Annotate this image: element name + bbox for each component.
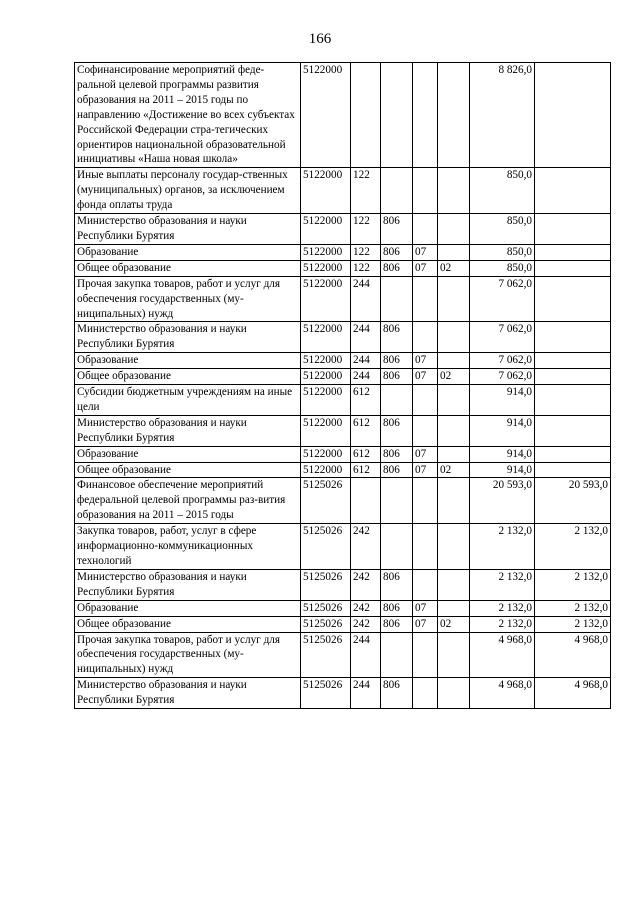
subsection-code-cell: 02 <box>438 462 470 478</box>
amount-federal-cell <box>535 276 611 322</box>
amount-total-cell: 914,0 <box>470 415 535 446</box>
subsection-code-cell <box>438 524 470 570</box>
row-name-cell: Прочая закупка товаров, работ и услуг для обеспечения государственных (му-ниципальных) нужд <box>75 632 301 678</box>
expense-type-code-cell: 244 <box>351 632 381 678</box>
expense-type-code-cell: 122 <box>351 168 381 214</box>
target-article-code-cell: 5125026 <box>301 569 351 600</box>
expense-type-code-cell: 242 <box>351 600 381 616</box>
table-row <box>75 322 611 353</box>
subsection-code-cell <box>438 63 470 168</box>
target-article-code-cell: 5122000 <box>301 244 351 260</box>
section-code-cell <box>413 322 438 353</box>
department-code-cell <box>381 632 413 678</box>
amount-total-cell: 4 968,0 <box>470 632 535 678</box>
row-name-cell: Министерство образования и науки Республики Бурятия <box>75 415 301 446</box>
department-code-cell: 806 <box>381 462 413 478</box>
budget-table <box>74 62 611 709</box>
subsection-code-cell <box>438 446 470 462</box>
department-code-cell <box>381 385 413 416</box>
amount-federal-cell <box>535 63 611 168</box>
department-code-cell: 806 <box>381 415 413 446</box>
section-code-cell <box>413 385 438 416</box>
table-row <box>75 353 611 369</box>
amount-federal-cell <box>535 260 611 276</box>
table-row <box>75 678 611 709</box>
row-name-cell: Образование <box>75 446 301 462</box>
amount-total-cell: 914,0 <box>470 385 535 416</box>
amount-total-cell: 850,0 <box>470 244 535 260</box>
target-article-code-cell: 5122000 <box>301 322 351 353</box>
section-code-cell: 07 <box>413 616 438 632</box>
expense-type-code-cell: 122 <box>351 214 381 245</box>
amount-federal-cell <box>535 369 611 385</box>
department-code-cell: 806 <box>381 446 413 462</box>
table-row <box>75 478 611 524</box>
amount-total-cell: 4 968,0 <box>470 678 535 709</box>
amount-total-cell: 2 132,0 <box>470 569 535 600</box>
target-article-code-cell: 5122000 <box>301 369 351 385</box>
section-code-cell: 07 <box>413 244 438 260</box>
target-article-code-cell: 5125026 <box>301 478 351 524</box>
table-row <box>75 385 611 416</box>
row-name-cell: Закупка товаров, работ, услуг в сфере информационно-коммуникационных технологий <box>75 524 301 570</box>
row-name-cell: Прочая закупка товаров, работ и услуг для обеспечения государственных (му-ниципальных) нужд <box>75 276 301 322</box>
row-name-cell: Субсидии бюджетным учреждениям на иные цели <box>75 385 301 416</box>
subsection-code-cell <box>438 353 470 369</box>
amount-total-cell: 914,0 <box>470 462 535 478</box>
amount-federal-cell <box>535 462 611 478</box>
expense-type-code-cell <box>351 63 381 168</box>
amount-total-cell: 2 132,0 <box>470 616 535 632</box>
amount-total-cell: 2 132,0 <box>470 524 535 570</box>
department-code-cell: 806 <box>381 214 413 245</box>
target-article-code-cell: 5122000 <box>301 446 351 462</box>
department-code-cell <box>381 276 413 322</box>
amount-federal-cell <box>535 322 611 353</box>
table-row <box>75 369 611 385</box>
row-name-cell: Министерство образования и науки Республики Бурятия <box>75 569 301 600</box>
subsection-code-cell <box>438 600 470 616</box>
expense-type-code-cell: 244 <box>351 678 381 709</box>
subsection-code-cell <box>438 322 470 353</box>
row-name-cell: Министерство образования и науки Республики Бурятия <box>75 214 301 245</box>
department-code-cell: 806 <box>381 353 413 369</box>
section-code-cell: 07 <box>413 462 438 478</box>
subsection-code-cell <box>438 244 470 260</box>
department-code-cell: 806 <box>381 369 413 385</box>
table-row <box>75 63 611 168</box>
section-code-cell: 07 <box>413 353 438 369</box>
target-article-code-cell: 5122000 <box>301 276 351 322</box>
target-article-code-cell: 5122000 <box>301 415 351 446</box>
amount-federal-cell <box>535 214 611 245</box>
row-name-cell: Софинансирование мероприятий феде-ральной целевой программы развития образования на 2011 – 2015 годы по направлению «Достижение во всех субъектах Российской Федерации стра-тегических ориентиров национальной образовательной инициативы «Наша новая школа» <box>75 63 301 168</box>
table-row <box>75 632 611 678</box>
amount-federal-cell <box>535 353 611 369</box>
amount-total-cell: 7 062,0 <box>470 276 535 322</box>
table-row <box>75 214 611 245</box>
subsection-code-cell <box>438 168 470 214</box>
amount-total-cell: 850,0 <box>470 168 535 214</box>
target-article-code-cell: 5122000 <box>301 214 351 245</box>
section-code-cell <box>413 415 438 446</box>
amount-federal-cell: 20 593,0 <box>535 478 611 524</box>
amount-total-cell: 7 062,0 <box>470 353 535 369</box>
table-row <box>75 244 611 260</box>
section-code-cell: 07 <box>413 446 438 462</box>
amount-federal-cell <box>535 415 611 446</box>
department-code-cell <box>381 524 413 570</box>
amount-total-cell: 2 132,0 <box>470 600 535 616</box>
section-code-cell: 07 <box>413 600 438 616</box>
expense-type-code-cell: 612 <box>351 446 381 462</box>
table-row <box>75 276 611 322</box>
target-article-code-cell: 5125026 <box>301 524 351 570</box>
expense-type-code-cell: 244 <box>351 322 381 353</box>
subsection-code-cell: 02 <box>438 260 470 276</box>
section-code-cell <box>413 569 438 600</box>
amount-federal-cell <box>535 244 611 260</box>
target-article-code-cell: 5122000 <box>301 462 351 478</box>
row-name-cell: Иные выплаты персоналу государ-ственных (муниципальных) органов, за исключением фонда оплаты труда <box>75 168 301 214</box>
amount-federal-cell: 2 132,0 <box>535 524 611 570</box>
table-row <box>75 524 611 570</box>
amount-total-cell: 850,0 <box>470 260 535 276</box>
row-name-cell: Общее образование <box>75 369 301 385</box>
expense-type-code-cell: 244 <box>351 369 381 385</box>
expense-type-code-cell: 242 <box>351 616 381 632</box>
row-name-cell: Образование <box>75 244 301 260</box>
subsection-code-cell: 02 <box>438 369 470 385</box>
target-article-code-cell: 5125026 <box>301 632 351 678</box>
table-row <box>75 446 611 462</box>
target-article-code-cell: 5122000 <box>301 385 351 416</box>
section-code-cell <box>413 524 438 570</box>
target-article-code-cell: 5125026 <box>301 616 351 632</box>
subsection-code-cell <box>438 415 470 446</box>
amount-total-cell: 914,0 <box>470 446 535 462</box>
expense-type-code-cell: 244 <box>351 353 381 369</box>
row-name-cell: Министерство образования и науки Республики Бурятия <box>75 678 301 709</box>
department-code-cell <box>381 63 413 168</box>
expense-type-code-cell <box>351 478 381 524</box>
subsection-code-cell <box>438 632 470 678</box>
table-row <box>75 415 611 446</box>
section-code-cell <box>413 632 438 678</box>
row-name-cell: Образование <box>75 600 301 616</box>
section-code-cell <box>413 63 438 168</box>
section-code-cell: 07 <box>413 260 438 276</box>
row-name-cell: Финансовое обеспечение мероприятий федеральной целевой программы раз-вития образования на 2011 – 2015 годы <box>75 478 301 524</box>
row-name-cell: Общее образование <box>75 616 301 632</box>
target-article-code-cell: 5122000 <box>301 353 351 369</box>
subsection-code-cell <box>438 385 470 416</box>
target-article-code-cell: 5122000 <box>301 260 351 276</box>
section-code-cell <box>413 168 438 214</box>
amount-total-cell: 850,0 <box>470 214 535 245</box>
subsection-code-cell <box>438 214 470 245</box>
department-code-cell: 806 <box>381 260 413 276</box>
amount-federal-cell: 4 968,0 <box>535 632 611 678</box>
department-code-cell: 806 <box>381 569 413 600</box>
amount-federal-cell <box>535 168 611 214</box>
expense-type-code-cell: 242 <box>351 524 381 570</box>
expense-type-code-cell: 122 <box>351 260 381 276</box>
amount-total-cell: 8 826,0 <box>470 63 535 168</box>
amount-total-cell: 20 593,0 <box>470 478 535 524</box>
subsection-code-cell <box>438 678 470 709</box>
section-code-cell <box>413 678 438 709</box>
target-article-code-cell: 5122000 <box>301 168 351 214</box>
amount-total-cell: 7 062,0 <box>470 369 535 385</box>
amount-federal-cell: 2 132,0 <box>535 616 611 632</box>
amount-federal-cell: 4 968,0 <box>535 678 611 709</box>
row-name-cell: Образование <box>75 353 301 369</box>
department-code-cell <box>381 478 413 524</box>
table-row <box>75 616 611 632</box>
subsection-code-cell <box>438 276 470 322</box>
table-row <box>75 168 611 214</box>
section-code-cell <box>413 214 438 245</box>
row-name-cell: Общее образование <box>75 260 301 276</box>
amount-federal-cell: 2 132,0 <box>535 569 611 600</box>
table-row <box>75 260 611 276</box>
table-body <box>75 63 611 709</box>
expense-type-code-cell: 122 <box>351 244 381 260</box>
section-code-cell <box>413 478 438 524</box>
subsection-code-cell <box>438 478 470 524</box>
section-code-cell: 07 <box>413 369 438 385</box>
table-row <box>75 462 611 478</box>
expense-type-code-cell: 612 <box>351 462 381 478</box>
expense-type-code-cell: 612 <box>351 415 381 446</box>
expense-type-code-cell: 244 <box>351 276 381 322</box>
amount-total-cell: 7 062,0 <box>470 322 535 353</box>
target-article-code-cell: 5125026 <box>301 600 351 616</box>
amount-federal-cell <box>535 446 611 462</box>
subsection-code-cell <box>438 569 470 600</box>
target-article-code-cell: 5125026 <box>301 678 351 709</box>
department-code-cell: 806 <box>381 678 413 709</box>
department-code-cell: 806 <box>381 244 413 260</box>
subsection-code-cell: 02 <box>438 616 470 632</box>
amount-federal-cell <box>535 385 611 416</box>
expense-type-code-cell: 612 <box>351 385 381 416</box>
amount-federal-cell: 2 132,0 <box>535 600 611 616</box>
row-name-cell: Министерство образования и науки Республики Бурятия <box>75 322 301 353</box>
target-article-code-cell: 5122000 <box>301 63 351 168</box>
section-code-cell <box>413 276 438 322</box>
page-number: 166 <box>308 31 332 47</box>
department-code-cell <box>381 168 413 214</box>
expense-type-code-cell: 242 <box>351 569 381 600</box>
department-code-cell: 806 <box>381 322 413 353</box>
row-name-cell: Общее образование <box>75 462 301 478</box>
table-row <box>75 600 611 616</box>
department-code-cell: 806 <box>381 600 413 616</box>
table-row <box>75 569 611 600</box>
department-code-cell: 806 <box>381 616 413 632</box>
